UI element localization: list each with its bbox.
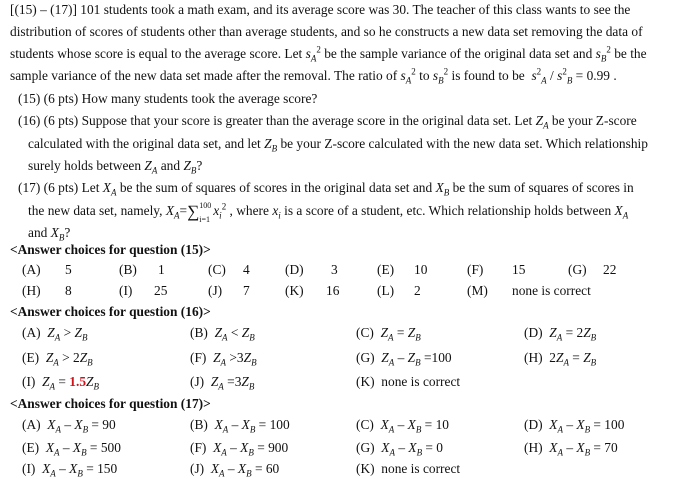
sub-i: i xyxy=(278,210,281,221)
question-17-line-1 xyxy=(18,180,634,196)
choice-15-k-value: 16 xyxy=(326,283,340,298)
problem-line-3-text-b: be the sample variance of the original data set and xyxy=(324,46,593,61)
summation-sign: ∑ xyxy=(187,202,200,221)
choice-16-c[interactable]: (C) $Z_A = Z_B$ xyxy=(356,325,421,343)
sub-i: i xyxy=(219,210,222,221)
q17-text-2a: the new data set, namely, xyxy=(28,203,163,218)
choices-15-header: <Answer choices for question (15)> xyxy=(10,242,211,257)
choice-17-f[interactable]: (F) $X_A - X_B = 900$ xyxy=(190,440,289,458)
q17-text-2b: , where xyxy=(229,203,269,218)
q17-text-3b: ? xyxy=(64,225,71,240)
choice-16-i[interactable]: (I) $Z_A = 1.5Z_B$ xyxy=(22,374,99,392)
choice-17-i[interactable]: (I) $X_A - X_B = 150$ xyxy=(22,461,118,479)
choice-17-j-value: $X_A - X_B = 60$ xyxy=(210,461,280,479)
choice-17-a[interactable]: (A) $X_A - X_B = 90$ xyxy=(22,417,116,435)
sub-b: B xyxy=(58,232,65,243)
choice-16-j-value: $Z_A =3Z_B$ xyxy=(210,374,255,392)
question-17-line-3 xyxy=(28,225,70,241)
sub-a: A xyxy=(405,75,412,86)
choice-16-a-value: $Z_A > Z_B$ xyxy=(47,325,88,343)
choice-16-b-value: $Z_A < Z_B$ xyxy=(214,325,255,343)
problem-line-4: sample variance of the new data set made after the removal. The ratio of $s_A^2$ to $s_B^2$ is found to be $s^2_A / s^2_B = 0.99$ . xyxy=(10,66,617,86)
choice-15-g[interactable]: (G) xyxy=(568,262,587,277)
choice-16-e[interactable]: (E) $Z_A > 2Z_B$ xyxy=(22,350,93,368)
choice-16-k-value: none is correct xyxy=(381,374,461,389)
sup-2: 2 xyxy=(411,66,416,77)
choice-17-j[interactable]: (J) $X_A - X_B = 60$ xyxy=(190,461,280,479)
choice-16-h[interactable]: (H) $2Z_A = Z_B$ xyxy=(524,350,597,368)
choice-16-h-value: $2Z_A = Z_B$ xyxy=(549,350,597,368)
var-s: s xyxy=(305,46,311,61)
sum-lower-limit: i=1 xyxy=(199,215,210,224)
choice-15-j-value: 7 xyxy=(243,283,250,298)
sum-limits xyxy=(199,201,213,224)
problem-line-4-text-b: to xyxy=(419,68,430,83)
choice-16-f-value: $Z_A >3Z_B$ xyxy=(213,350,257,368)
sum-upper-limit: 100 xyxy=(199,201,212,210)
sup-2: 2 xyxy=(536,66,542,77)
choice-17-g-value: $X_A - X_B = 0$ xyxy=(381,440,444,458)
q17-text-1a: (17) (6 pts) Let xyxy=(18,180,100,195)
sup-2: 2 xyxy=(562,66,567,77)
var-x-upper: X xyxy=(435,180,444,195)
choice-15-h[interactable]: (H) xyxy=(22,283,41,298)
question-16-line-2: calculated with the original data set, and let $Z_B$ be your Z-score calculated with the new data set. Which relationship xyxy=(28,136,648,154)
question-17-line-2: the new data set, namely, $X_A=\sum$ 100 i=1 $x_i^2$ , where $x_i$ is a score of a student, etc. Which relationship holds between $X_A$ xyxy=(28,203,628,220)
choice-15-i-value: 25 xyxy=(154,283,168,298)
q17-text-1c: be the sum of squares of scores in xyxy=(452,180,634,195)
q16-text-3c: ? xyxy=(196,158,203,173)
problem-line-4-text-a: sample variance of the new data set made after the removal. The ratio of xyxy=(10,68,398,83)
choice-17-f-value: $X_A - X_B = 900$ xyxy=(213,440,289,458)
choice-17-k-value: none is correct xyxy=(381,461,461,476)
var-x: x xyxy=(213,203,220,218)
choice-17-d[interactable]: (D) $X_A - X_B = 100$ xyxy=(524,417,625,435)
choice-16-c-value: $Z_A = Z_B$ xyxy=(380,325,421,343)
choice-17-h-value: $X_A - X_B = 70$ xyxy=(549,440,618,458)
choice-17-e-value: $X_A - X_B = 500$ xyxy=(45,440,121,458)
var-x-upper: X xyxy=(614,203,623,218)
question-16-line-3: surely holds between $Z_A$ and $Z_B$? xyxy=(28,158,203,176)
var-s: s xyxy=(400,68,406,83)
var-x-upper: X xyxy=(165,203,175,218)
choice-17-d-value: $X_A - X_B = 100$ xyxy=(549,417,625,435)
sub-a: A xyxy=(310,53,317,64)
problem-line-1: [(15) – (17)] 101 students took a math exam, and its average score was 30. The teacher of this class wants to see the xyxy=(10,2,631,17)
choices-16-header: <Answer choices for question (16)> xyxy=(10,304,211,319)
q16-text-3a: surely holds between xyxy=(28,158,142,173)
choice-16-j[interactable]: (J) $Z_A =3Z_B$ xyxy=(190,374,255,392)
choice-17-b-value: $X_A - X_B = 100$ xyxy=(214,417,290,435)
choice-15-f-value: 15 xyxy=(512,262,526,277)
sub-a: A xyxy=(151,165,158,176)
choice-17-h[interactable]: (H) $X_A - X_B = 70$ xyxy=(524,440,618,458)
problem-line-2: distribution of scores of students other than average students, and so he constructs a new data set removing the data of xyxy=(10,24,643,39)
sub-b: B xyxy=(566,75,573,86)
choice-15-b[interactable]: (B) xyxy=(119,262,137,277)
sub-a: A xyxy=(543,120,549,131)
choice-15-f[interactable]: (F) xyxy=(467,262,484,277)
var-x-upper: X xyxy=(50,225,59,240)
var-x-upper: X xyxy=(102,180,111,195)
choice-15-b-value: 1 xyxy=(158,262,165,277)
ratio-value: = 0.99 . xyxy=(575,68,617,83)
sub-b: B xyxy=(271,143,278,154)
problem-line-3-text-c: be the xyxy=(614,46,647,61)
problem-line-4-text-c: is found to be xyxy=(451,68,525,83)
choice-15-j[interactable]: (J) xyxy=(208,283,223,298)
choice-16-a[interactable]: (A) $Z_A > Z_B$ xyxy=(22,325,88,343)
choice-15-i[interactable]: (I) xyxy=(119,283,133,298)
choice-16-g-value: $Z_A - Z_B =100$ xyxy=(381,350,452,368)
sup-2: 2 xyxy=(221,201,227,212)
choice-17-k[interactable]: (K) none is correct xyxy=(356,461,461,476)
sub-a: A xyxy=(622,210,629,221)
choice-15-m-value: none is correct xyxy=(512,283,591,298)
var-s: s xyxy=(557,68,563,83)
choice-15-l-value: 2 xyxy=(414,283,421,298)
choices-17-header: <Answer choices for question (17)> xyxy=(10,396,211,411)
q16-text-2b: be your Z-score calculated with the new data set. Which relationship xyxy=(280,136,648,151)
choice-15-c[interactable]: (C) xyxy=(208,262,226,277)
choice-16-f[interactable]: (F) $Z_A >3Z_B$ xyxy=(190,350,257,368)
choice-15-a[interactable]: (A) xyxy=(22,262,41,277)
choice-15-l[interactable]: (L) xyxy=(377,283,395,298)
sup-2: 2 xyxy=(316,44,321,55)
choice-15-d-value: 3 xyxy=(331,262,338,277)
choice-17-b[interactable]: (B) $X_A - X_B = 100$ xyxy=(190,417,290,435)
choice-17-c-value: $X_A - X_B = 10$ xyxy=(380,417,449,435)
choice-16-k[interactable]: (K) none is correct xyxy=(356,374,461,389)
sub-b: B xyxy=(438,75,444,86)
question-15: (15) (6 pts) How many students took the average score? xyxy=(18,91,318,106)
choice-17-i-value: $X_A - X_B = 150$ xyxy=(42,461,118,479)
sub-b: B xyxy=(600,53,607,64)
sub-b: B xyxy=(190,165,197,176)
q16-text-1a: (16) (6 pts) Suppose that your score is greater than the average score in the original data set. Let xyxy=(18,113,533,128)
var-s: s xyxy=(432,68,439,83)
q16-text-2a: calculated with the original data set, and let xyxy=(28,136,261,151)
choice-16-i-value: $Z_A = 1.5Z_B$ xyxy=(42,374,99,392)
var-x: x xyxy=(272,203,279,218)
choice-15-a-value: 5 xyxy=(65,262,72,277)
choice-16-g[interactable]: (G) $Z_A - Z_B =100$ xyxy=(356,350,452,368)
var-s: s xyxy=(595,46,601,61)
sub-a: A xyxy=(174,210,180,221)
question-16-line-1: (16) (6 pts) Suppose that your score is greater than the average score in the original data set. Let $Z_A$ be your Z-score xyxy=(18,113,637,131)
choice-16-b[interactable]: (B) $Z_A < Z_B$ xyxy=(190,325,255,343)
q17-text-3a: and xyxy=(28,225,48,240)
choice-15-c-value: 4 xyxy=(243,262,250,277)
q17-text-2c: is a score of a student, etc. Which relationship holds between xyxy=(284,203,612,218)
choice-16-e-value: $Z_A > 2Z_B$ xyxy=(45,350,93,368)
choice-17-c[interactable]: (C) $X_A - X_B = 10$ xyxy=(356,417,449,435)
var-s: s xyxy=(531,68,537,83)
sub-b: B xyxy=(443,187,450,198)
sup-2: 2 xyxy=(443,66,449,77)
problem-line-3-text-a: students whose score is equal to the average score. Let xyxy=(10,46,303,61)
choice-15-m[interactable]: (M) xyxy=(467,283,488,298)
q16-text-3b: and xyxy=(160,158,181,173)
choice-16-d-value: $Z_A = 2Z_B$ xyxy=(549,325,597,343)
sub-a: A xyxy=(541,75,547,86)
choice-15-e-value: 10 xyxy=(414,262,428,277)
choice-15-e[interactable]: (E) xyxy=(377,262,395,277)
q16-text-1b: be your Z-score xyxy=(551,113,637,128)
choice-17-e[interactable]: (E) $X_A - X_B = 500$ xyxy=(22,440,121,458)
choice-15-d[interactable]: (D) xyxy=(285,262,304,277)
q17-text-1b: be the sum of squares of scores in the original data set and xyxy=(119,180,433,195)
choice-16-d[interactable]: (D) $Z_A = 2Z_B$ xyxy=(524,325,597,343)
choice-15-h-value: 8 xyxy=(65,283,72,298)
sup-2: 2 xyxy=(606,44,611,55)
choice-15-k[interactable]: (K) xyxy=(285,283,304,298)
choice-17-g[interactable]: (G) $X_A - X_B = 0$ xyxy=(356,440,444,458)
choice-15-g-value: 22 xyxy=(603,262,617,277)
problem-line-3 xyxy=(10,46,647,62)
choice-17-a-value: $X_A - X_B = 90$ xyxy=(47,417,116,435)
sub-a: A xyxy=(110,187,117,198)
